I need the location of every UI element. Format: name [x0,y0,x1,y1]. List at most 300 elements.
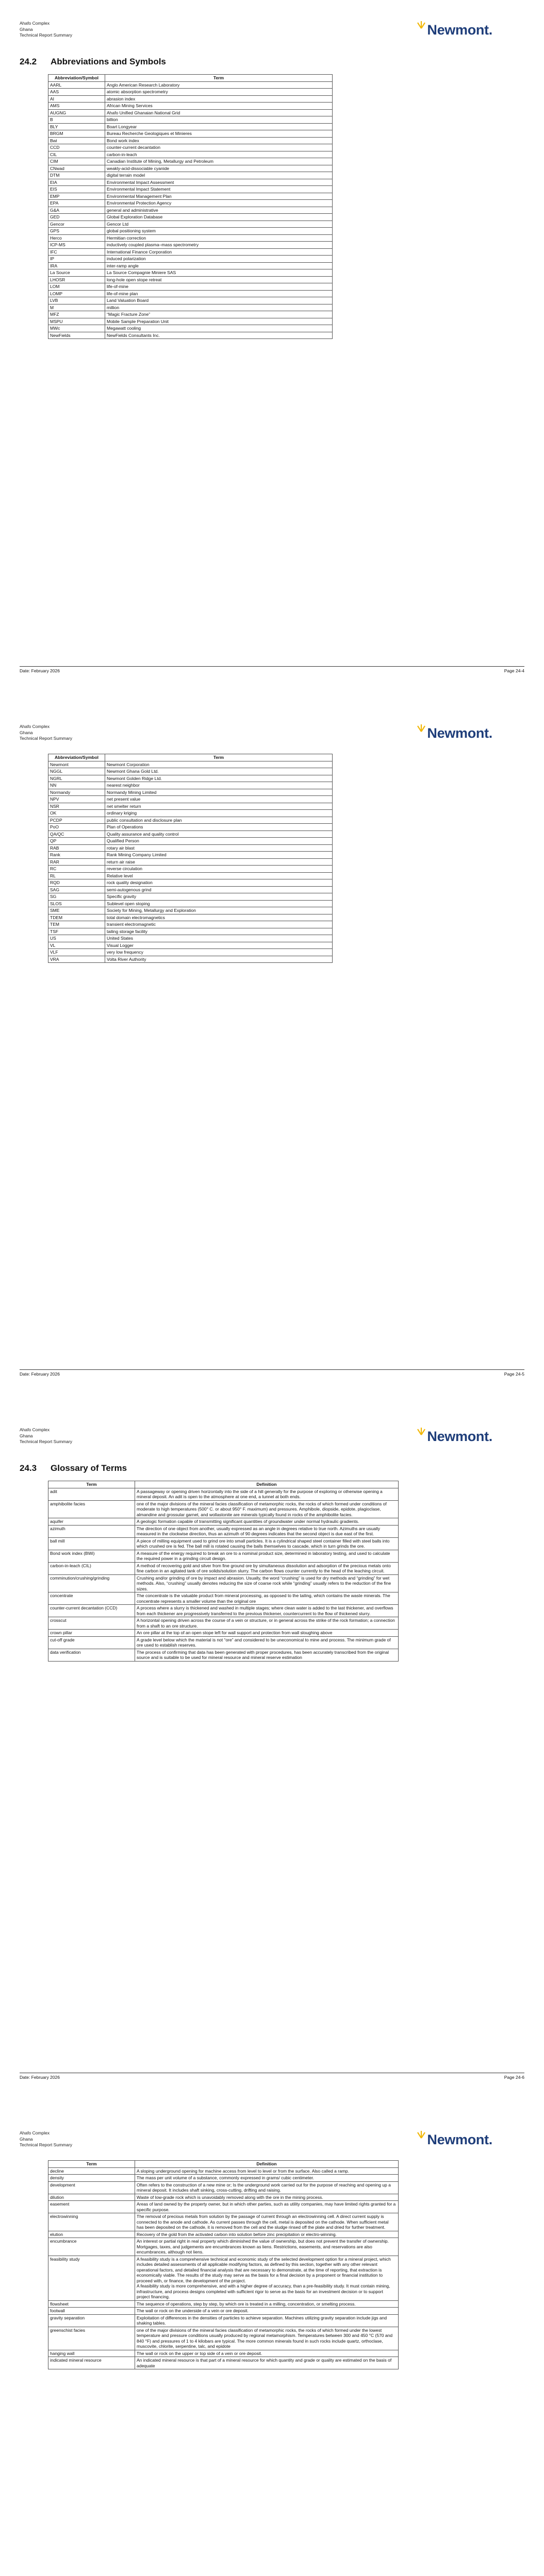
table-row [48,172,333,179]
term-cell: net smelter return [105,803,333,810]
section-title: Glossary of Terms [51,1463,127,1473]
term-cell: Anglo American Research Laboratory [105,81,333,89]
abbreviations-table [48,754,333,963]
term-cell: Mobile Sample Preparation Unit [105,318,333,325]
term-cell: carbon-in-leach [105,151,333,158]
term-cell: transient electromagnetic [105,921,333,928]
logo-wordmark: Newmont. [427,2132,492,2147]
table-row [48,824,333,831]
table-row [48,137,333,144]
table-row [48,796,333,803]
abbreviation-cell: AUGNG [48,109,105,116]
column-header-abbreviation: Abbreviation/Symbol [48,754,105,761]
term-cell: Visual Logger [105,942,333,949]
table-row [48,123,333,130]
table-row [48,1636,399,1649]
term-cell: general and administrative [105,207,333,214]
abbreviation-cell: GPS [48,228,105,235]
abbreviation-cell: AI [48,95,105,103]
term-cell: NewFields Consultants Inc. [105,332,333,339]
table-row [48,844,333,852]
term-cell: Newmont Golden Ridge Ltd. [105,775,333,782]
abbreviation-cell: MFZ [48,311,105,318]
abbreviation-cell: QA/QC [48,831,105,838]
table-row [48,2201,399,2213]
glossary-definition: A method of recovering gold and silver from fine ground ore by simultaneous dissolution and adsorption of the precious metals onto fine carbon in an agitated tank of ore solids/solution slurry. The carbon flows counter currently to the head of the leaching circuit. [135,1562,399,1574]
glossary-term: carbon-in-leach (CIL) [48,1562,135,1574]
abbreviation-cell: Bwi [48,137,105,144]
glossary-term: footwall [48,2308,135,2315]
table-row [48,207,333,214]
header-project: Ahafo Complex [20,724,50,729]
table-row [48,318,333,325]
glossary-term: density [48,2175,135,2182]
header-country: Ghana [20,26,33,32]
table-row [48,89,333,96]
table-row [48,2350,399,2357]
term-cell: Newmont Corporation [105,761,333,768]
abbreviation-cell: Herco [48,234,105,242]
table-row [48,1630,399,1637]
glossary-term: counter-current decantation (CCD) [48,1605,135,1617]
abbreviation-cell: QP [48,838,105,845]
glossary-term: easement [48,2201,135,2213]
glossary-term: amphibolite facies [48,1500,135,1518]
table-row [48,928,333,935]
table-row [48,803,333,810]
logo-wordmark: Newmont. [427,725,492,741]
newmont-logo [417,21,492,37]
term-cell: weakly-acid-dissociable cyanide [105,165,333,172]
glossary-term: flowsheet [48,2300,135,2308]
term-cell: Bureau Recherche Geologiques et Minieres [105,130,333,138]
table-row [48,234,333,242]
table-row [48,1518,399,1526]
abbreviation-cell: CCD [48,144,105,151]
abbreviation-cell: LOMP [48,290,105,297]
table-row [48,914,333,921]
table-row [48,242,333,249]
column-header-term: Term [105,75,333,82]
term-cell: Environmental Impact Statement [105,186,333,193]
table-row [48,2327,399,2350]
term-cell: Normandy Mining Limited [105,789,333,796]
term-cell: Sublevel open stoping [105,900,333,907]
glossary-definition: A sloping underground opening for machine access from level to level or from the surface. Also called a ramp. [135,2167,399,2175]
table-row [48,2194,399,2201]
report-page [0,2110,544,2576]
table-row [48,1550,399,1562]
table-row [48,2308,399,2315]
term-cell: nearest neighbor [105,782,333,789]
running-header [20,2130,72,2148]
glossary-definition: Waste of low-grade rock which is unavoidably removed along with the ore in the mining process. [135,2194,399,2201]
table-row [48,2167,399,2175]
table-row [48,214,333,221]
abbreviation-cell: PCDP [48,817,105,824]
abbreviations-table [48,74,333,339]
term-cell: reverse circulation [105,866,333,873]
term-cell: atomic absorption spectrometry [105,89,333,96]
abbreviation-cell: Newmont [48,761,105,768]
abbreviation-cell: NSR [48,803,105,810]
table-row [48,935,333,942]
glossary-term: hanging wall [48,2350,135,2357]
term-cell: Environmental Protection Agency [105,200,333,207]
abbreviation-cell: AAS [48,89,105,96]
term-cell: induced polarization [105,256,333,263]
glossary-definition: A passageway or opening driven horizontally into the side of a hill generally for the purpose of exploring or otherwise opening a mineral deposit. An adit is open to the atmosphere at one end, a tunnel at both ends. [135,1488,399,1500]
column-header-term: Term [105,754,333,761]
table-row [48,2181,399,2194]
term-cell: Canadian Institute of Mining, Metallurgy and Petroleum [105,158,333,165]
report-page [0,703,544,1406]
table-row [48,103,333,110]
abbreviation-cell: SLOS [48,900,105,907]
abbreviation-cell: Rank [48,852,105,859]
abbreviation-cell: EPA [48,200,105,207]
table-row [48,186,333,193]
abbreviation-cell: MWc [48,325,105,332]
glossary-definition: The wall or rock on the upper or top side of a vein or ore deposit. [135,2350,399,2357]
term-cell: Megawatt cooling [105,325,333,332]
term-cell: return air raise [105,858,333,866]
glossary-term: greenschist facies [48,2327,135,2350]
abbreviation-cell: RQD [48,879,105,887]
page-number: Page 24-6 [504,2075,524,2080]
abbreviation-cell: ICP-MS [48,242,105,249]
glossary-term: elution [48,2231,135,2238]
section-title: Abbreviations and Symbols [51,57,166,66]
glossary-definition: A horizontal opening driven across the course of a vein or structure, or in general across the strike of the rock formation; a connection from a shaft to an ore structure. [135,1617,399,1630]
table-row [48,221,333,228]
table-row [48,2175,399,2182]
glossary-definition: The sequence of operations, step by step, by which ore is treated in a milling, concentration, or smelting process. [135,2300,399,2308]
term-cell: billion [105,116,333,124]
table-row [48,311,333,318]
glossary-definition: A process where a slurry is thickened and washed in multiple stages; where clean water is added to the last thickener, and overflows from each thickener are progressively transferred to the previous thickener, countercurrent to the flow of thickened slurry. [135,1605,399,1617]
table-row [48,2238,399,2256]
term-cell: semi-autogenous grind [105,886,333,893]
abbreviation-cell: CIM [48,158,105,165]
abbreviation-cell: TDEM [48,914,105,921]
section-heading [20,1463,127,1473]
glossary-definition: Crushing and/or grinding of ore by impact and abrasion. Usually, the word “crushing” is used for dry methods and “grinding” for wet methods. Also, “crushing” usually denotes reducing the size of coarse rock while “grinding” usually refers to the reduction of the fine sizes. [135,1574,399,1592]
glossary-term: aquifer [48,1518,135,1526]
term-cell: global positioning system [105,228,333,235]
term-cell: Newmont Ghana Gold Ltd. [105,768,333,775]
abbreviation-cell: RAB [48,844,105,852]
glossary-definition: A geologic formation capable of transmitting significant quantities of groundwater under normal hydraulic gradients. [135,1518,399,1526]
table-row [48,179,333,186]
table-row [48,1649,399,1661]
table-row [48,130,333,138]
abbreviation-cell: NGRL [48,775,105,782]
table-row [48,2300,399,2308]
glossary-term: electrowinning [48,2213,135,2231]
table-row [48,858,333,866]
logo-wordmark: Newmont. [427,22,492,38]
term-cell: tailing storage facility [105,928,333,935]
term-cell: Ahafo Unified Ghanaian National Grid [105,109,333,116]
table-row [48,942,333,949]
newmont-logo [417,2130,492,2147]
table-row [48,1605,399,1617]
table-row [48,95,333,103]
glossary-term: adit [48,1488,135,1500]
table-row [48,290,333,297]
term-cell: inductively coupled plasma–mass spectrometry [105,242,333,249]
glossary-definition: The removal of precious metals from solution by the passage of current through an electrowinning cell. A direct current supply is connected to the anode and cathode. As current passes through the cell, metal is deposited on the cathode. When sufficient metal has been deposited on the cathode, it is removed from the cell and the sludge rinsed off the plate and dried for further treatment. [135,2213,399,2231]
table-row [48,1525,399,1537]
glossary-term: cut-off grade [48,1636,135,1649]
glossary-term: data verification [48,1649,135,1661]
term-cell: Quality assurance and quality control [105,831,333,838]
table-row [48,886,333,893]
glossary-definition: The direction of one object from another, usually expressed as an angle in degrees relative to true north. Azimuths are usually measured in the clockwise direction, thus an azimuth of 90 degrees indicates that the second object is due east of the first. [135,1525,399,1537]
glossary-definition: A feasibility study is a comprehensive technical and economic study of the selected development option for a mineral project, which includes detailed assessments of all applicable modifying factors, as defined by this section, together with any other relevant operational factors, and detailed financial analysis that are necessary to demonstrate, at the time of reporting, that extraction is economically viable. The results of the study may serve as the basis for a final decision by a proponent or financial institution to proceed with, or finance, the development of the project. A feasibility study is more comprehensive, and with a higher degree of accuracy, than a pre-feasibility study. It must contain mining, infrastructure, and process designs completed with sufficient rigor to serve as the basis for an investment decision or to support project financing. [135,2256,399,2300]
term-cell: public consultation and disclosure plan [105,817,333,824]
abbreviation-cell: MSPU [48,318,105,325]
table-row [48,782,333,789]
term-cell: rock quality designation [105,879,333,887]
table-row [48,262,333,269]
page-footer [20,1369,524,1377]
table-row [48,1617,399,1630]
term-cell: Global Exploration Database [105,214,333,221]
table-row [48,921,333,928]
table-row [48,200,333,207]
table-row [48,304,333,311]
table-row [48,193,333,200]
table-row [48,81,333,89]
abbreviation-cell: La Source [48,269,105,277]
table-row [48,325,333,332]
term-cell: Environmental Impact Assessment [105,179,333,186]
table-row [48,893,333,901]
table-row [48,109,333,116]
newmont-logo [417,724,492,740]
abbreviation-cell: RAR [48,858,105,866]
column-header-definition: Definition [135,2161,399,2168]
abbreviation-cell: EIS [48,186,105,193]
abbreviation-cell: NGGL [48,768,105,775]
abbreviation-cell: AARL [48,81,105,89]
term-cell: African Mining Services [105,103,333,110]
glossary-definition: The wall or rock on the underside of a vein or ore deposit. [135,2308,399,2315]
header-doc-type: Technical Report Summary [20,1439,73,1444]
newmont-logo [417,1427,492,1444]
table-row [48,831,333,838]
table-row [48,332,333,339]
abbreviation-cell: G&A [48,207,105,214]
glossary-definition: Areas of land owned by the property owner, but in which other parties, such as utility companies, may have limited rights granted for a specific purpose. [135,2201,399,2213]
page-number: Page 24-4 [504,668,524,673]
glossary-term: crosscut [48,1617,135,1630]
term-cell: La Source Compagnie Miniere SAS [105,269,333,277]
table-row [48,2256,399,2300]
header-project: Ahafo Complex [20,21,50,26]
term-cell: counter-current decantation [105,144,333,151]
section-heading [20,57,166,67]
table-row [48,151,333,158]
abbreviation-cell: RC [48,866,105,873]
abbreviation-cell: VRA [48,956,105,963]
column-header-abbreviation: Abbreviation/Symbol [48,75,105,82]
glossary-definition: An indicated mineral resource is that part of a mineral resource for which quantity and grade or quality are estimated on the basis of adequate [135,2357,399,2369]
abbreviation-cell: IRA [48,262,105,269]
footer-date: Date: February 2026 [20,1371,60,1377]
glossary-definition: A grade level below which the material is not “ore” and considered to be uneconomical to mine and process. The minimum grade of ore used to establish reserves. [135,1636,399,1649]
abbreviation-cell: B [48,116,105,124]
table-row [48,956,333,963]
running-header [20,1427,72,1445]
abbreviation-cell: NN [48,782,105,789]
abbreviation-cell: NPV [48,796,105,803]
table-row [48,761,333,768]
glossary-definition: An interest or partial right in real property which diminished the value of ownership, but does not prevent the transfer of ownership. Mortgages, taxes, and judgements are encumbrances known as liens. Restrictions, easements, and reservations are also encumbrances, although not liens. [135,2238,399,2256]
glossary-term: dilution [48,2194,135,2201]
table-row [48,872,333,879]
table-row [48,1574,399,1592]
glossary-term: indicated mineral resource [48,2357,135,2369]
table-row [48,276,333,283]
term-cell: long-hole open stope retreat [105,276,333,283]
abbreviation-cell: GED [48,214,105,221]
sun-rays-icon [417,724,426,732]
term-cell: Specific gravity [105,893,333,901]
glossary-term: development [48,2181,135,2194]
table-row [48,817,333,824]
term-cell: “Magic Fracture Zone” [105,311,333,318]
term-cell: International Finance Corporation [105,248,333,256]
report-page [0,1406,544,2110]
sun-rays-icon [417,1427,426,1435]
abbreviation-cell: DTM [48,172,105,179]
page-number: Page 24-5 [504,1371,524,1377]
glossary-term: ball mill [48,1537,135,1550]
glossary-definition: The process of confirming that data has been generated with proper procedures, has been accurately transcribed from the original source and is suitable to be used for mineral resource and mineral reserve estimation [135,1649,399,1661]
sun-rays-icon [417,2130,426,2139]
header-project: Ahafo Complex [20,2130,50,2136]
table-row [48,158,333,165]
table-row [48,1562,399,1574]
table-row [48,2231,399,2238]
glossary-definition: Exploitation of differences in the densities of particles to achieve separation. Machines utilizing gravity separation include jigs and shaking tables. [135,2314,399,2327]
abbreviation-cell: Gencor [48,221,105,228]
table-row [48,775,333,782]
table-row [48,248,333,256]
term-cell: million [105,304,333,311]
table-row [48,907,333,914]
abbreviation-cell: EIA [48,179,105,186]
abbreviation-cell: CNwad [48,165,105,172]
term-cell: Land Valuation Board [105,297,333,304]
term-cell: Volta River Authority [105,956,333,963]
table-row [48,900,333,907]
term-cell: abrasion index [105,95,333,103]
table-row [48,2314,399,2327]
term-cell: Qualified Person [105,838,333,845]
glossary-definition: one of the major divisions of the mineral facies classification of metamorphic rocks, the rocks of which formed under conditions of moderate to high temperatures (500° C. or about 950° F. maximum) and pressures. Amphibole, diopside, epidote, plagioclase, almandine and grossular garnet, and wollastonite are minerals typically found in rocks of the amphibolite facies. [135,1500,399,1518]
abbreviation-cell: AMS [48,103,105,110]
abbreviation-cell: M [48,304,105,311]
abbreviation-cell: SME [48,907,105,914]
abbreviation-cell: LOM [48,283,105,291]
page-footer [20,2073,524,2080]
glossary-definition: Often refers to the construction of a new mine or; Is the underground work carried out for the purpose of reaching and opening up a mineral deposit. It includes shaft sinking, cross-cutting, drifting and raising. [135,2181,399,2194]
table-row [48,228,333,235]
page-footer [20,666,524,673]
table-row [48,297,333,304]
abbreviation-cell: Normandy [48,789,105,796]
footer-date: Date: February 2026 [20,668,60,673]
term-cell: Relative level [105,872,333,879]
logo-wordmark: Newmont. [427,1429,492,1444]
glossary-term: encumbrance [48,2238,135,2256]
table-row [48,1537,399,1550]
term-cell: Hermitian correction [105,234,333,242]
abbreviation-cell: CIL [48,151,105,158]
header-country: Ghana [20,2136,33,2142]
table-row [48,2357,399,2369]
table-row [48,165,333,172]
glossary-definition: The concentrate is the valuable product from mineral processing, as opposed to the tailing, which contains the waste minerals. The concentrate represents a smaller volume than the original ore [135,1592,399,1605]
abbreviation-cell: US [48,935,105,942]
abbreviation-cell: LHOSR [48,276,105,283]
table-row [48,269,333,277]
section-number: 24.2 [20,57,37,66]
report-page [0,0,544,703]
term-cell: very low frequency [105,949,333,956]
abbreviation-cell: IFC [48,248,105,256]
column-header-term: Term [48,2161,135,2168]
abbreviation-cell: BLY [48,123,105,130]
running-header [20,21,72,39]
term-cell: Boart Longyear [105,123,333,130]
table-row [48,283,333,291]
column-header-term: Term [48,1481,135,1488]
term-cell: Bond work index [105,137,333,144]
term-cell: Society for Mining, Metallurgy and Exploration [105,907,333,914]
term-cell: total domain electromagnetics [105,914,333,921]
glossary-term: comminution/crushing/grinding [48,1574,135,1592]
abbreviation-cell: BRGM [48,130,105,138]
glossary-term: crown pillar [48,1630,135,1637]
table-row [48,1488,399,1500]
abbreviation-cell: SG [48,893,105,901]
abbreviation-cell: PoO [48,824,105,831]
table-row [48,879,333,887]
glossary-definition: one of the major divisions of the mineral facies classification of metamorphic rocks, the rocks of which formed under the lowest temperature and pressure conditions usually produced by regional metamorphism. Temperatures between 300 and 450 °C (570 and 840 °F) and pressures of 1 to 4 kilobars are typical. The more common minerals found in such rocks include quartz, orthoclase, muscovite, chlorite, serpentine, talc, and epidote [135,2327,399,2350]
glossary-definition: An ore pillar at the top of an open stope left for wall support and protection from wall sloughing above [135,1630,399,1637]
table-row [48,949,333,956]
abbreviation-cell: TSF [48,928,105,935]
glossary-term: decline [48,2167,135,2175]
glossary-definition: The mass per unit volume of a substance, commonly expressed in grams/ cubic centimeter. [135,2175,399,2182]
header-doc-type: Technical Report Summary [20,32,73,38]
abbreviation-cell: EMP [48,193,105,200]
table-row [48,768,333,775]
header-country: Ghana [20,730,33,735]
term-cell: Gencor Ltd [105,221,333,228]
term-cell: Environmental Management Plan [105,193,333,200]
table-row [48,789,333,796]
term-cell: digital terrain model [105,172,333,179]
glossary-term: concentrate [48,1592,135,1605]
header-country: Ghana [20,1433,33,1438]
abbreviation-cell: LVB [48,297,105,304]
